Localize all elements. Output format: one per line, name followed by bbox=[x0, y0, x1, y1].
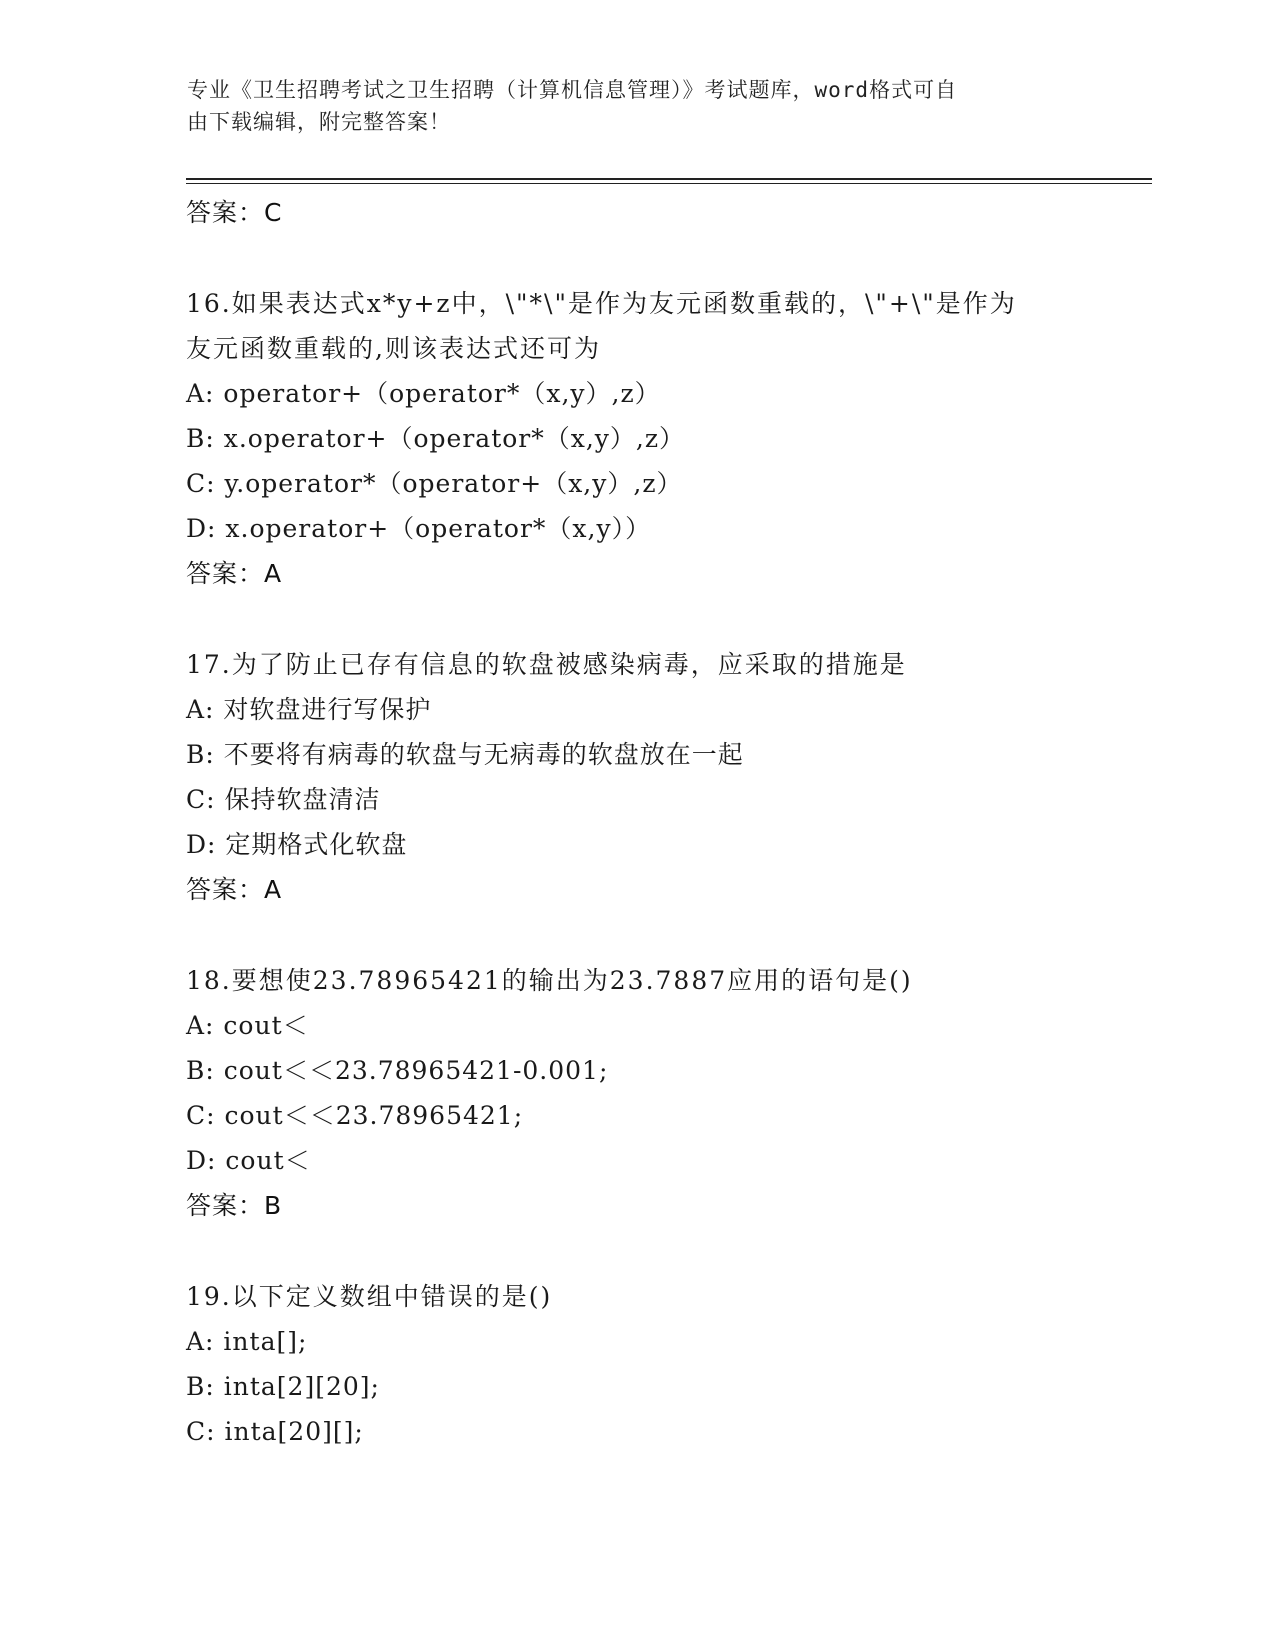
option-a: A: cout＜ bbox=[186, 1011, 309, 1040]
header-line-2: 由下载编辑，附完整答案！ bbox=[187, 110, 451, 134]
option-d: D: 定期格式化软盘 bbox=[186, 830, 408, 859]
question-stem: 16.如果表达式x*y+z中，\"*\"是作为友元函数重载的，\"+\"是作为 bbox=[186, 289, 1017, 318]
option-c: C: 保持软盘清洁 bbox=[186, 785, 381, 814]
question-17 bbox=[186, 642, 1152, 913]
option-d: D: cout＜ bbox=[186, 1146, 311, 1175]
option-a: A: operator+（operator*（x,y）,z） bbox=[186, 379, 661, 408]
question-stem: 19.以下定义数组中错误的是() bbox=[186, 1282, 553, 1311]
option-a: A: 对软盘进行写保护 bbox=[186, 695, 432, 724]
option-b: B: cout＜＜23.78965421-0.001; bbox=[186, 1056, 609, 1085]
question-16 bbox=[186, 281, 1152, 597]
question-stem: 18.要想使23.78965421的输出为23.7887应用的语句是() bbox=[186, 966, 913, 995]
option-d: D: x.operator+（operator*（x,y）） bbox=[186, 514, 652, 543]
question-18 bbox=[186, 958, 1152, 1229]
option-c: C: cout＜＜23.78965421; bbox=[186, 1101, 524, 1130]
option-c: C: y.operator*（operator+（x,y）,z） bbox=[186, 469, 683, 498]
header-line-1: 专业《卫生招聘考试之卫生招聘（计算机信息管理）》考试题库，word格式可自 bbox=[187, 78, 958, 102]
option-c: C: inta[20][]; bbox=[186, 1417, 364, 1446]
option-b: B: x.operator+（operator*（x,y）,z） bbox=[186, 424, 686, 453]
answer-line: 答案：B bbox=[186, 1191, 283, 1220]
answer-line: 答案：A bbox=[186, 559, 283, 588]
option-b: B: 不要将有病毒的软盘与无病毒的软盘放在一起 bbox=[186, 740, 744, 769]
header-divider-thin bbox=[186, 183, 1152, 184]
answer-line: 答案：A bbox=[186, 875, 283, 904]
option-b: B: inta[2][20]; bbox=[186, 1372, 380, 1401]
option-a: A: inta[]; bbox=[186, 1327, 308, 1356]
question-list bbox=[186, 190, 1152, 1454]
document-header bbox=[187, 74, 1067, 138]
question-19 bbox=[186, 1274, 1152, 1454]
header-divider-thick bbox=[186, 178, 1152, 180]
question-stem: 17.为了防止已存有信息的软盘被感染病毒，应采取的措施是 bbox=[186, 650, 907, 679]
answer-line: 答案：C bbox=[186, 198, 283, 227]
question-stem-continued: 友元函数重载的,则该表达式还可为 bbox=[186, 334, 601, 363]
